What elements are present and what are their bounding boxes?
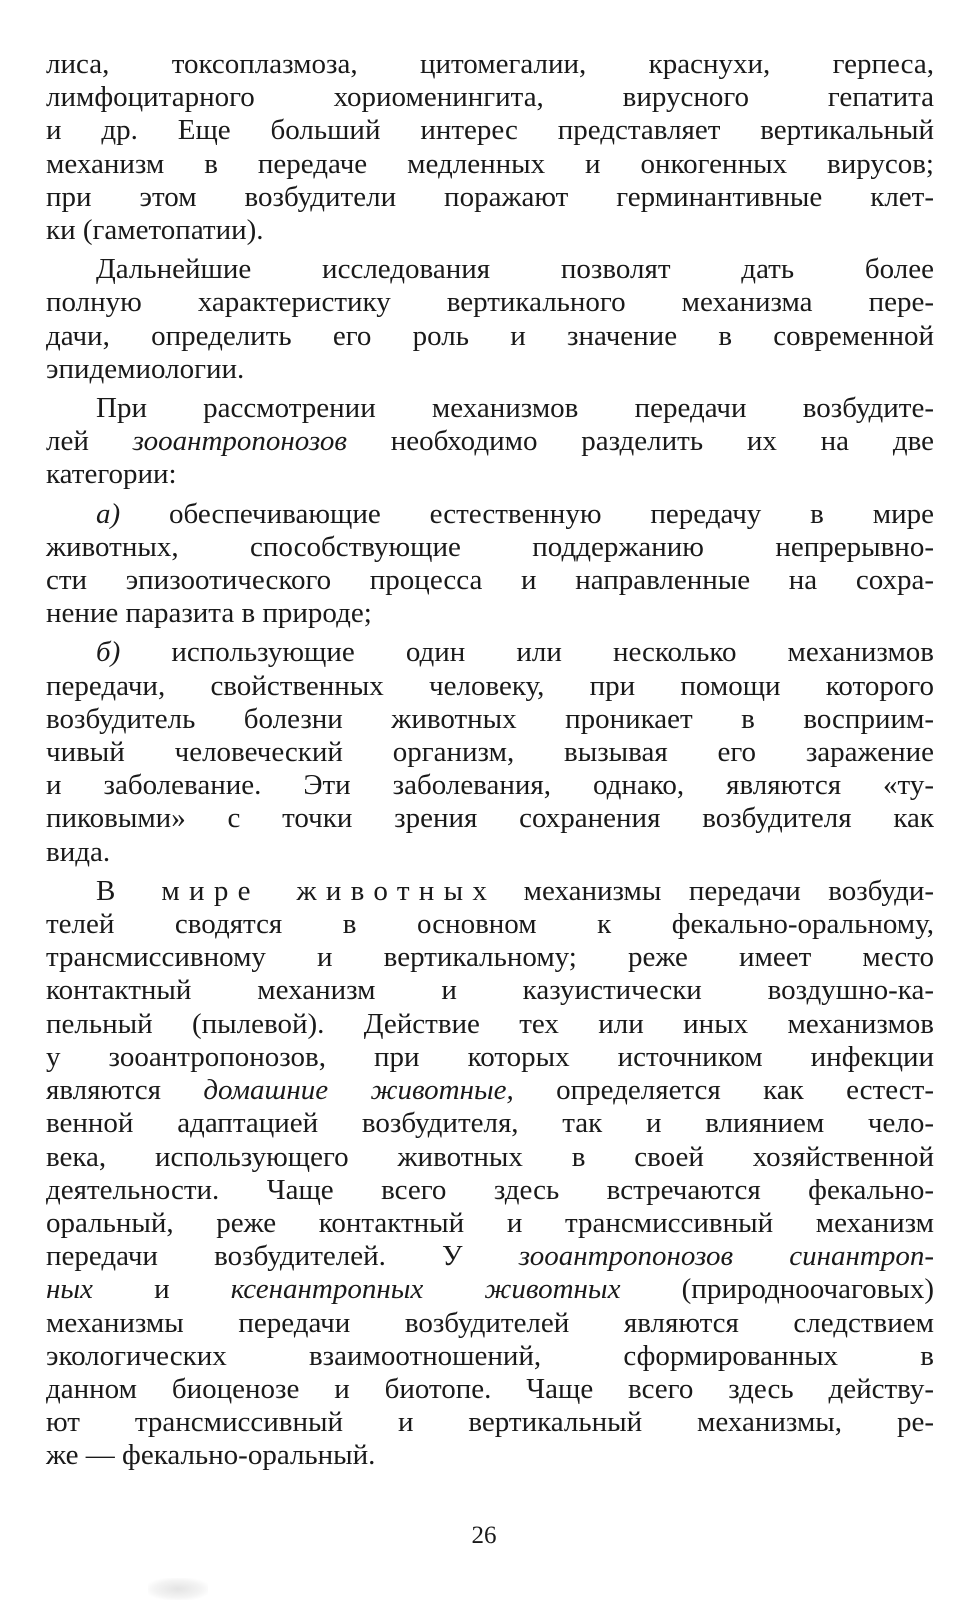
text-line: телей сводятся в основном к фекально-оральному, <box>46 908 934 941</box>
italic-term: ных <box>46 1273 93 1306</box>
text-run: использующие один или несколько механизмов <box>120 636 934 669</box>
text-line: данном биоценозе и биотопе. Чаще всего здесь действу- <box>46 1372 934 1405</box>
text-line: передачи, свойственных человеку, при помощи которого <box>46 669 934 702</box>
text-line: и др. Еще больший интерес представляет вертикальный <box>46 114 934 147</box>
paragraph-4 <box>46 498 934 631</box>
text-line: деятельности. Чаще всего здесь встречаются фекально- <box>46 1173 934 1206</box>
text-line: эпидемиологии. <box>46 352 245 385</box>
paragraph-5 <box>46 636 934 868</box>
text-line: механизм в передаче медленных и онкогенных вирусов; <box>46 147 934 180</box>
text-run: являются <box>46 1074 204 1107</box>
text-run: механизмы передачи возбуди- <box>496 874 935 907</box>
text-line: сти эпизоотического процесса и направленные на сохра- <box>46 564 934 597</box>
page-body <box>46 48 934 1479</box>
paragraph-1 <box>46 48 934 247</box>
text-run: (природноочаговых) <box>620 1273 934 1306</box>
text-line: нение паразита в природе; <box>46 597 372 630</box>
text-run: обеспечивающие естественную передачу в мире <box>120 497 934 530</box>
text-line: вида. <box>46 835 111 868</box>
text-line <box>46 636 934 669</box>
text-line: пельный (пылевой). Действие тех или иных механизмов <box>46 1007 934 1040</box>
text-run: определяется как естест- <box>513 1074 935 1107</box>
text-run: лей <box>46 425 133 458</box>
text-run: передачи возбудителей. У <box>46 1240 519 1273</box>
text-line: венной адаптацией возбудителя, так и влиянием чело- <box>46 1107 934 1140</box>
text-line <box>46 425 934 458</box>
text-line: ки (гаметопатии). <box>46 214 264 247</box>
scan-smudge <box>148 1578 208 1600</box>
text-line: при этом возбудители поражают герминантивные клет- <box>46 180 934 213</box>
text-line: и заболевание. Эти заболевания, однако, являются «ту- <box>46 769 934 802</box>
italic-term: зооантропонозов синантроп- <box>518 1240 934 1273</box>
text-line: возбудитель болезни животных проникает в восприим- <box>46 702 934 735</box>
text-line: При рассмотрении механизмов передачи возбудите- <box>96 392 934 425</box>
text-line: же — фекально-оральный. <box>46 1439 376 1472</box>
text-line <box>46 1273 934 1306</box>
text-line: ют трансмиссивный и вертикальный механизмы, ре- <box>46 1406 934 1439</box>
paragraph-6 <box>46 875 934 1473</box>
text-line: механизмы передачи возбудителей являются следствием <box>46 1306 934 1339</box>
paragraph-3 <box>46 392 934 492</box>
text-line <box>46 875 934 908</box>
text-line: дачи, определить его роль и значение в современной <box>46 319 934 352</box>
text-line: оральный, реже контактный и трансмиссивный механизм <box>46 1206 934 1239</box>
paragraph-2 <box>46 253 934 386</box>
text-line <box>46 1240 934 1273</box>
text-line: лиса, токсоплазмоза, цитомегалии, краснухи, герпеса, <box>46 48 934 80</box>
text-line: у зооантропонозов, при которых источником инфекции <box>46 1040 934 1073</box>
text-line: категории: <box>46 458 177 491</box>
spaced-term: В мире животных <box>96 874 497 907</box>
text-line: экологических взаимоотношений, сформированных в <box>46 1339 934 1372</box>
text-line: трансмиссивному и вертикальному; реже имеет место <box>46 941 934 974</box>
text-line <box>46 1074 934 1107</box>
text-line: чивый человеческий организм, вызывая его заражение <box>46 736 934 769</box>
list-marker: а) <box>96 497 121 530</box>
italic-term: ксенантропных животных <box>230 1273 621 1306</box>
text-line: контактный механизм и казуистически воздушно-ка- <box>46 974 934 1007</box>
italic-term: зооантропонозов <box>132 425 347 458</box>
text-line: полную характеристику вертикального механизма пере- <box>46 286 934 319</box>
text-line: пиковыми» с точки зрения сохранения возбудителя как <box>46 802 934 835</box>
page-number: 26 <box>471 1522 497 1549</box>
text-line: Дальнейшие исследования позволят дать более <box>96 253 934 286</box>
text-line: животных, способствующие поддержанию непрерывно- <box>46 530 934 563</box>
text-run: необходимо разделить их на две <box>346 425 934 458</box>
list-marker: б) <box>96 636 121 669</box>
text-line: века, использующего животных в своей хозяйственной <box>46 1140 934 1173</box>
italic-term: домашние животные, <box>203 1074 514 1107</box>
text-line <box>46 498 934 531</box>
text-line: лимфоцитарного хориоменингита, вирусного гепатита <box>46 81 934 114</box>
text-run: и <box>92 1273 231 1306</box>
